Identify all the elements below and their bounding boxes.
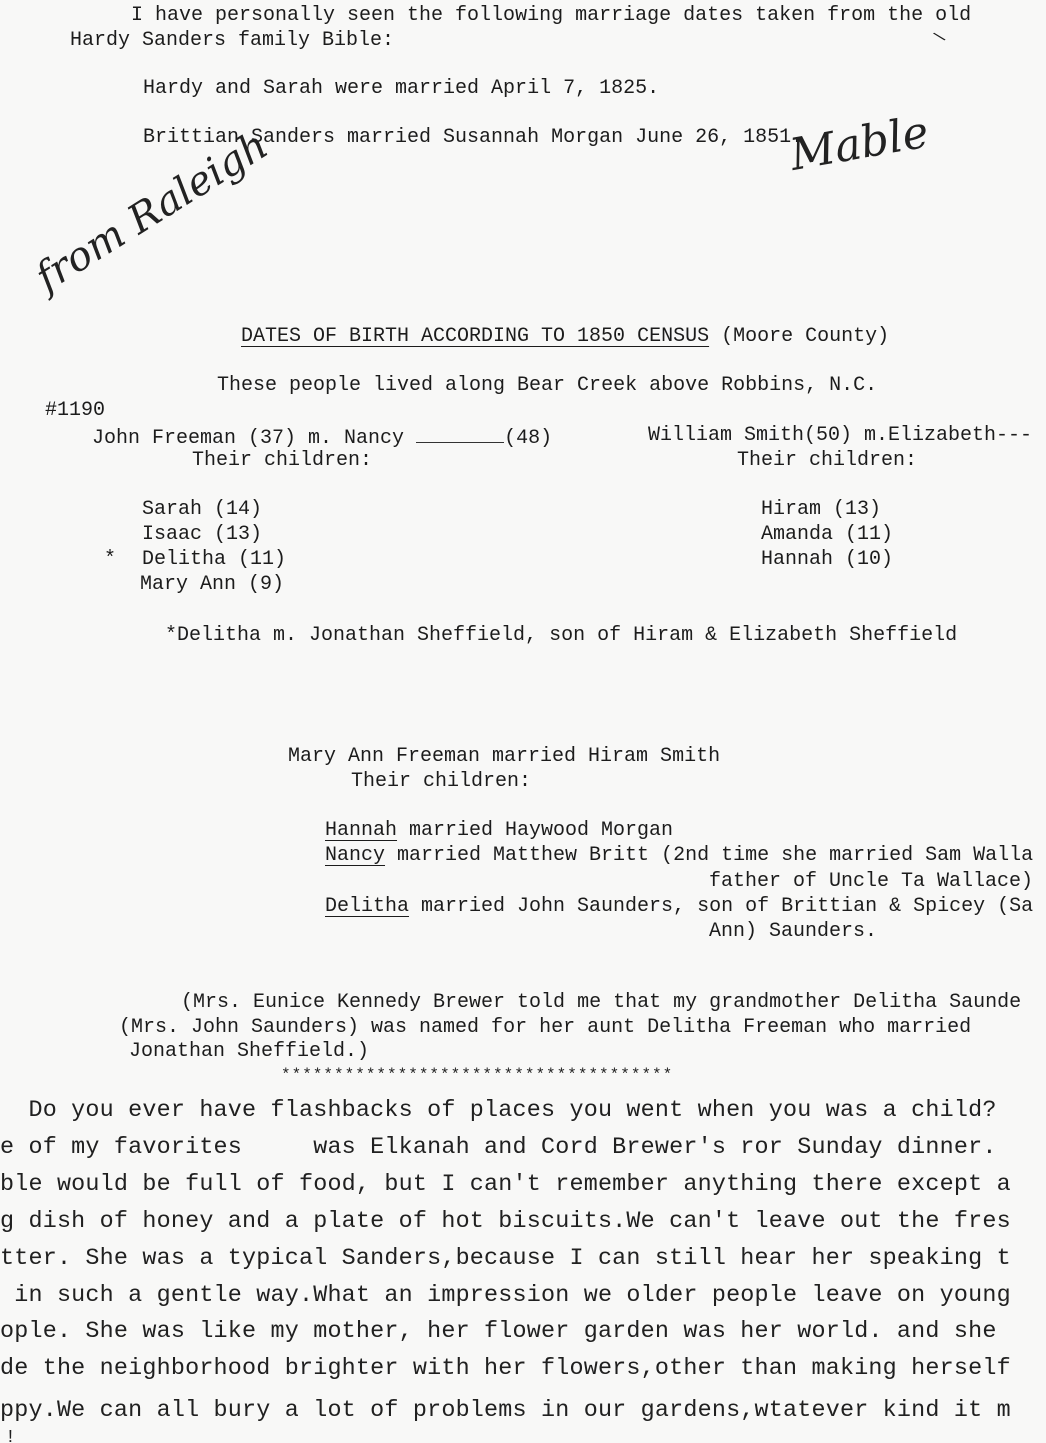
record-number: #1190 [45, 399, 106, 422]
memoir-line: Do you ever have flashbacks of places you went when you was a child? [0, 1098, 997, 1124]
family-head-freeman [92, 424, 552, 451]
child-entry: Mary Ann (9) [140, 573, 285, 596]
child-details-continued: Ann) Saunders. [709, 920, 878, 943]
memoir-line: ! [5, 1428, 17, 1443]
child-name: Hannah [325, 819, 398, 842]
child-entry: Delitha (11) [142, 548, 287, 571]
intro-line-1: I have personally seen the following marriage dates taken from the old [131, 4, 972, 27]
handwritten-note: from Raleigh [27, 122, 277, 301]
children-label-smith: Their children: [737, 449, 918, 472]
memoir-line: ople. She was like my mother, her flower garden was her world. and she [0, 1319, 997, 1345]
census-title-suffix: (Moore County) [721, 325, 890, 348]
memoir-line: e of my favorites was Elkanah and Cord Brewer's ror Sunday dinner. [0, 1135, 997, 1161]
family-head-age: (48) [504, 427, 553, 450]
child-details-continued: father of Uncle Ta Wallace) [709, 870, 1034, 893]
memoir-line: ble would be full of food, but I can't remember anything there except a [0, 1172, 1011, 1198]
child-entry: Hannah (10) [761, 548, 894, 571]
asterisk-marker: * [104, 548, 117, 571]
note-line-3: Jonathan Sheffield.) [129, 1040, 370, 1063]
child-entry: Sarah (14) [142, 498, 263, 521]
smith-child-delitha [325, 895, 1033, 919]
child-details: married Matthew Britt (2nd time she married Sam Walla [385, 844, 1034, 867]
memoir-line: tter. She was a typical Sanders,because I can still hear her speaking t [0, 1246, 1011, 1272]
smith-family-heading: Mary Ann Freeman married Hiram Smith [288, 745, 721, 768]
memoir-line: in such a gentle way.What an impression we older people leave on young [0, 1283, 1011, 1309]
marriage-record-1: Hardy and Sarah were married April 7, 1825. [143, 77, 660, 100]
family-head-smith: William Smith(50) m.Elizabeth--- [648, 424, 1033, 447]
children-label-freeman: Their children: [192, 449, 373, 472]
memoir-line: ppy.We can all bury a lot of problems in our gardens,wtatever kind it m [0, 1398, 1011, 1424]
child-entry: Amanda (11) [761, 523, 894, 546]
memoir-line: g dish of honey and a plate of hot biscuits.We can't leave out the fres [0, 1209, 1011, 1235]
note-line-1: (Mrs. Eunice Kennedy Brewer told me that my grandmother Delitha Saunde [181, 991, 1022, 1014]
child-entry: Isaac (13) [142, 523, 263, 546]
census-title [241, 325, 889, 349]
family-head-name: John Freeman (37) m. Nancy [92, 427, 417, 450]
note-line-2: (Mrs. John Saunders) was named for her aunt Delitha Freeman who married [119, 1016, 972, 1039]
census-subtitle: These people lived along Bear Creek above Robbins, N.C. [217, 374, 878, 397]
handwritten-signature: Mable [786, 106, 933, 181]
separator-stars: ************************************* [281, 1066, 674, 1084]
child-name: Nancy [325, 844, 386, 867]
child-entry: Hiram (13) [761, 498, 882, 521]
marriage-record-2: Brittian Sanders married Susannah Morgan June 26, 1851. [143, 126, 804, 149]
smith-child-nancy [325, 844, 1033, 868]
child-details: married John Saunders, son of Brittian & Spicey (Sa [409, 895, 1034, 918]
intro-line-2: Hardy Sanders family Bible: [70, 29, 395, 52]
child-details: married Haywood Morgan [397, 819, 674, 842]
smith-children-label: Their children: [351, 770, 532, 793]
census-footnote: *Delitha m. Jonathan Sheffield, son of Hiram & Elizabeth Sheffield [165, 624, 958, 647]
census-title-text: DATES OF BIRTH ACCORDING TO 1850 CENSUS [241, 325, 710, 348]
blank-surname-line [416, 424, 504, 443]
smith-child-hannah [325, 819, 673, 843]
child-name: Delitha [325, 895, 410, 918]
tick-mark-icon: \ [931, 27, 949, 49]
memoir-line: de the neighborhood brighter with her flowers,other than making herself [0, 1356, 1011, 1382]
